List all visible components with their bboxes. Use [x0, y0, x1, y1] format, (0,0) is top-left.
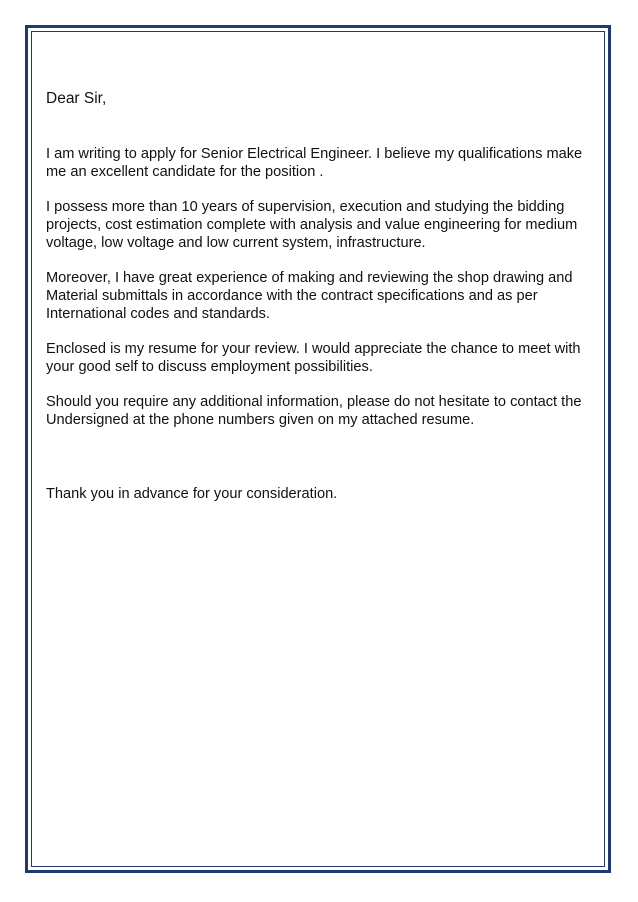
paragraph-shop-drawings: Moreover, I have great experience of making and reviewing the shop drawing and Material submittals in accordance with the contract specifications and as per International codes and standards. [46, 270, 573, 322]
closing-line: Thank you in advance for your consideration. [46, 486, 338, 502]
paragraph-application: I am writing to apply for Senior Electrical Engineer. I believe my qualifications make me an excellent candidate for the position . [46, 146, 583, 180]
salutation: Dear Sir, [46, 90, 107, 107]
cover-letter [46, 90, 606, 520]
paragraph-contact: Should you require any additional information, please do not hesitate to contact the Undersigned at the phone numbers given on my attached resume. [46, 394, 582, 428]
paragraph-experience: I possess more than 10 years of supervision, execution and studying the bidding projects, cost estimation complete with analysis and value engineering for medium voltage, low voltage and low current system, infrastructure. [46, 199, 578, 251]
paragraph-resume: Enclosed is my resume for your review. I would appreciate the chance to meet with your good self to discuss employment possibilities. [46, 341, 581, 375]
